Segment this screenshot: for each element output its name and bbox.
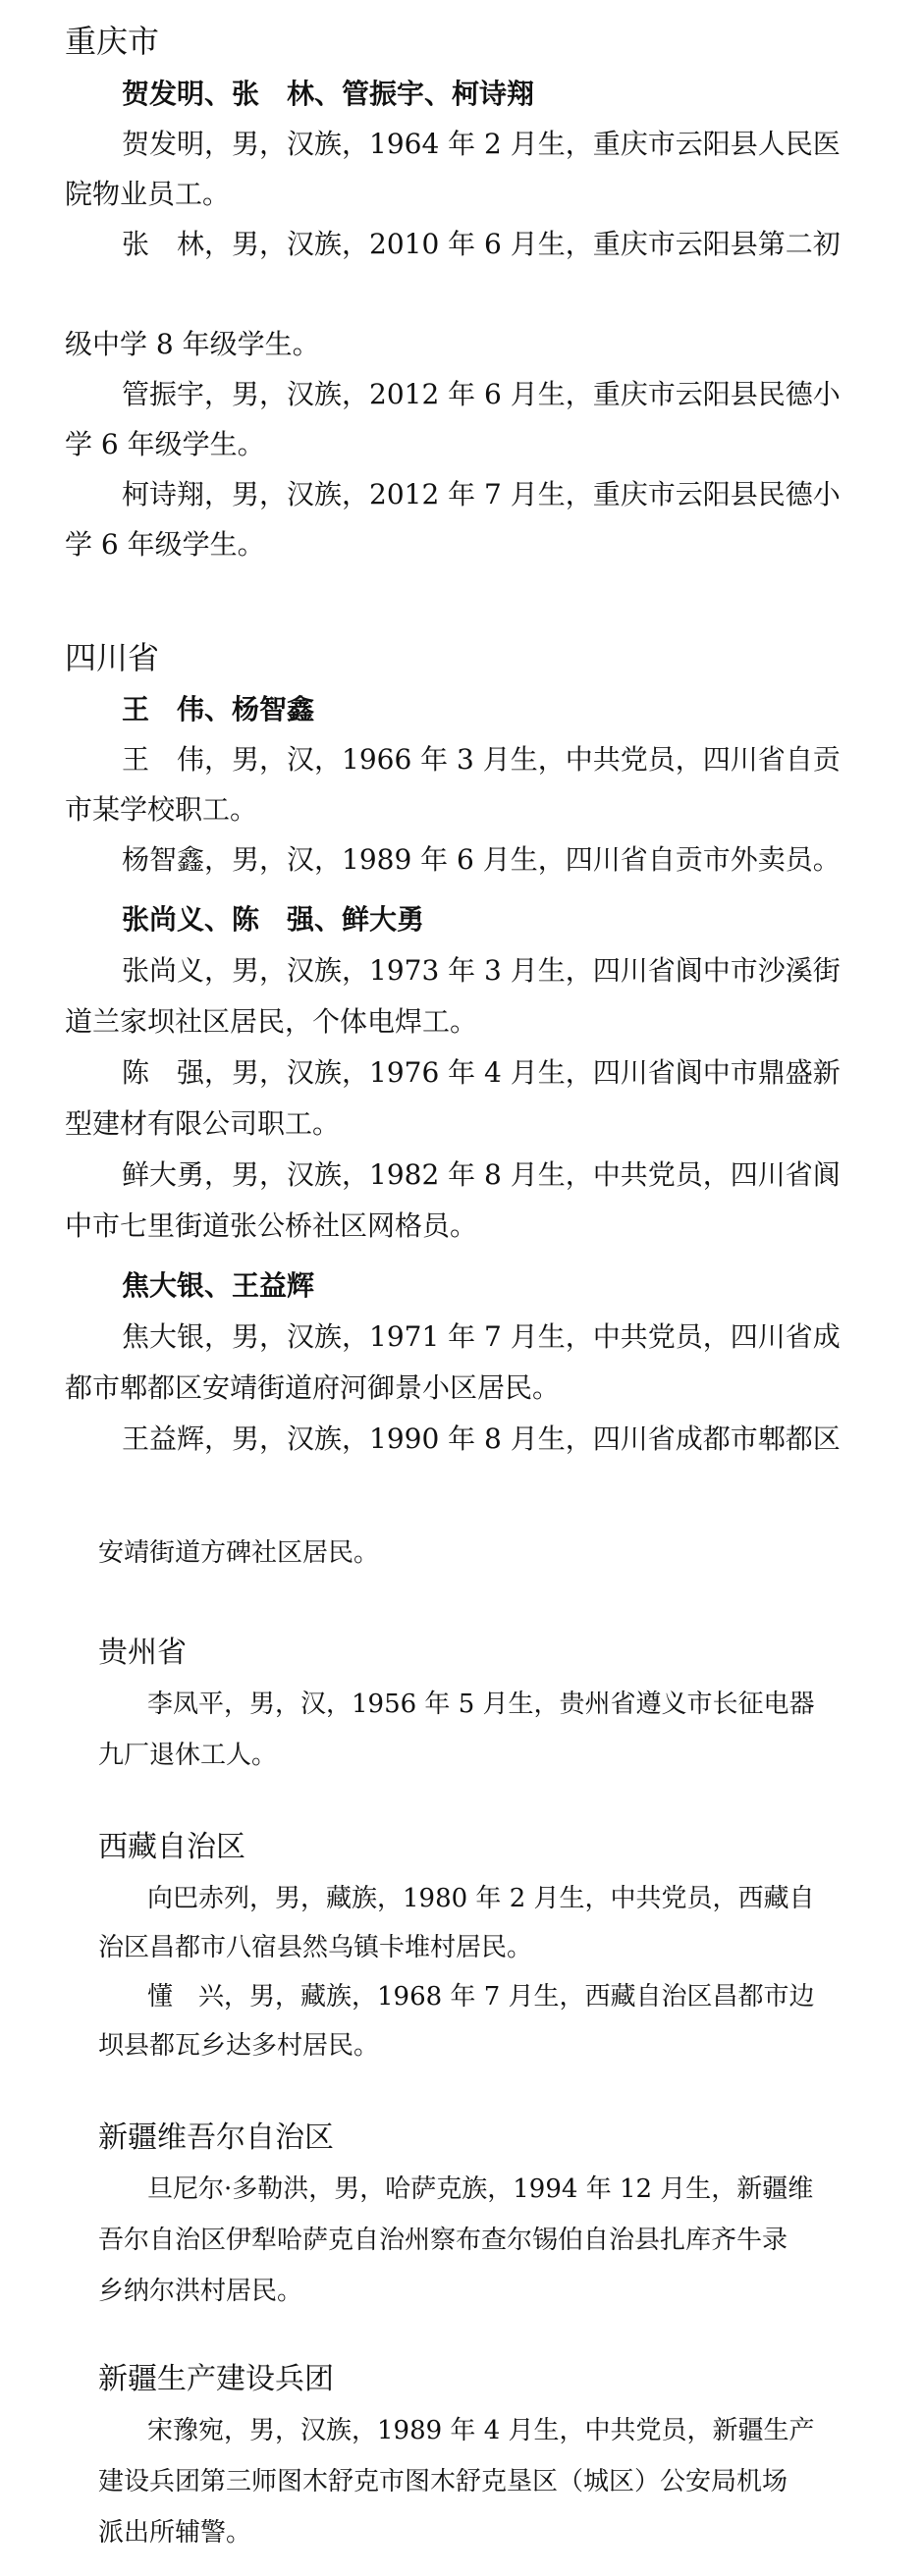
paragraph-line: 张尚义，男，汉族，1973 年 3 月生，四川省阆中市沙溪街 <box>122 954 841 987</box>
paragraph-line: 坝县都瓦乡达多村居民。 <box>98 2031 380 2061</box>
paragraph-line: 焦大银，男，汉族，1971 年 7 月生，中共党员，四川省成 <box>122 1320 841 1353</box>
paragraph-line: 市某学校职工。 <box>65 793 258 826</box>
paragraph-line: 宋豫宛，男，汉族，1989 年 4 月生，中共党员，新疆生产 <box>147 2416 815 2445</box>
paragraph-line: 贺发明，男，汉族，1964 年 2 月生，重庆市云阳县人民医 <box>122 128 841 160</box>
paragraph-line: 李凤平，男，汉，1956 年 5 月生，贵州省遵义市长征电器 <box>147 1690 815 1719</box>
paragraph-line: 杨智鑫，男，汉，1989 年 6 月生，四川省自贡市外卖员。 <box>122 843 841 876</box>
paragraph-line: 乡纳尔洪村居民。 <box>98 2277 303 2306</box>
paragraph-line: 学 6 年级学生。 <box>65 528 265 561</box>
paragraph-line: 懂 兴，男，藏族，1968 年 7 月生，西藏自治区昌都市边 <box>147 1982 815 2012</box>
paragraph-line: 柯诗翔，男，汉族，2012 年 7 月生，重庆市云阳县民德小 <box>122 478 841 510</box>
group-heading: 焦大银、王益辉 <box>122 1269 315 1302</box>
section-title-xinjiang: 新疆维吾尔自治区 <box>98 2120 334 2155</box>
paragraph-line: 建设兵团第三师图木舒克市图木舒克垦区（城区）公安局机场 <box>98 2467 788 2496</box>
paragraph-line: 张 林，男，汉族，2010 年 6 月生，重庆市云阳县第二初 <box>122 228 841 260</box>
group-heading: 张尚义、陈 强、鲜大勇 <box>122 903 425 936</box>
paragraph-line: 王 伟，男，汉，1966 年 3 月生，中共党员，四川省自贡 <box>122 743 841 776</box>
paragraph-line: 旦尼尔·多勒洪，男，哈萨克族，1994 年 12 月生，新疆维 <box>147 2174 814 2204</box>
paragraph-line: 九厂退休工人。 <box>98 1741 278 1770</box>
paragraph-line: 向巴赤列，男，藏族，1980 年 2 月生，中共党员，西藏自 <box>147 1884 815 1913</box>
paragraph-line: 中市七里街道张公桥社区网格员。 <box>65 1209 478 1242</box>
paragraph-line: 安靖街道方碑社区居民。 <box>98 1538 380 1568</box>
paragraph-line: 都市郫都区安靖街道府河御景小区居民。 <box>65 1371 561 1404</box>
paragraph-line: 陈 强，男，汉族，1976 年 4 月生，四川省阆中市鼎盛新 <box>122 1056 841 1089</box>
paragraph-line: 级中学 8 年级学生。 <box>65 328 320 360</box>
paragraph-line: 道兰家坝社区居民，个体电焊工。 <box>65 1005 478 1038</box>
paragraph-line: 管振宇，男，汉族，2012 年 6 月生，重庆市云阳县民德小 <box>122 378 841 410</box>
paragraph-line: 院物业员工。 <box>65 178 231 210</box>
section-title-bingtuan: 新疆生产建设兵团 <box>98 2362 334 2396</box>
section-title-guizhou: 贵州省 <box>98 1636 187 1670</box>
paragraph-line: 鲜大勇，男，汉族，1982 年 8 月生，中共党员，四川省阆 <box>122 1158 841 1191</box>
group-heading: 王 伟、杨智鑫 <box>122 693 315 725</box>
paragraph-line: 王益辉，男，汉族，1990 年 8 月生，四川省成都市郫都区 <box>122 1422 841 1455</box>
section-title-chongqing: 重庆市 <box>65 23 160 60</box>
paragraph-line: 派出所辅警。 <box>98 2518 252 2548</box>
paragraph-line: 学 6 年级学生。 <box>65 428 265 460</box>
paragraph-line: 型建材有限公司职工。 <box>65 1107 341 1140</box>
paragraph-line: 吾尔自治区伊犁哈萨克自治州察布查尔锡伯自治县扎库齐牛录 <box>98 2226 788 2255</box>
group-heading: 贺发明、张 林、管振宇、柯诗翔 <box>122 78 535 110</box>
section-title-xizang: 西藏自治区 <box>98 1830 245 1864</box>
paragraph-line: 治区昌都市八宿县然乌镇卡堆村居民。 <box>98 1933 533 1962</box>
section-title-sichuan: 四川省 <box>65 639 160 676</box>
